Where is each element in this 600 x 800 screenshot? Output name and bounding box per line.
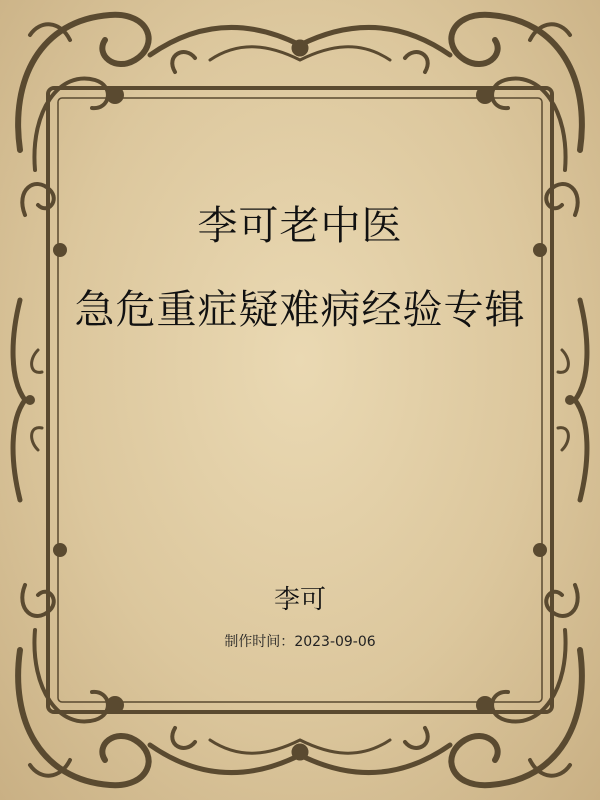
author-name: 李可 [273, 585, 326, 615]
book-title-line-2: 急危重症疑难病经验专辑 [74, 287, 526, 333]
date-label: 制作时间： [224, 634, 295, 650]
corner-ornament-bottom-right [451, 543, 582, 785]
date-value: 2023-09-06 [294, 634, 376, 650]
creation-date [0, 632, 600, 652]
bottom-center-ornament [150, 728, 450, 773]
corner-ornament-bottom-left [18, 543, 149, 785]
top-center-ornament [150, 27, 450, 72]
book-title-line-1: 李可老中医 [197, 203, 403, 249]
inner-border-line [48, 88, 552, 712]
